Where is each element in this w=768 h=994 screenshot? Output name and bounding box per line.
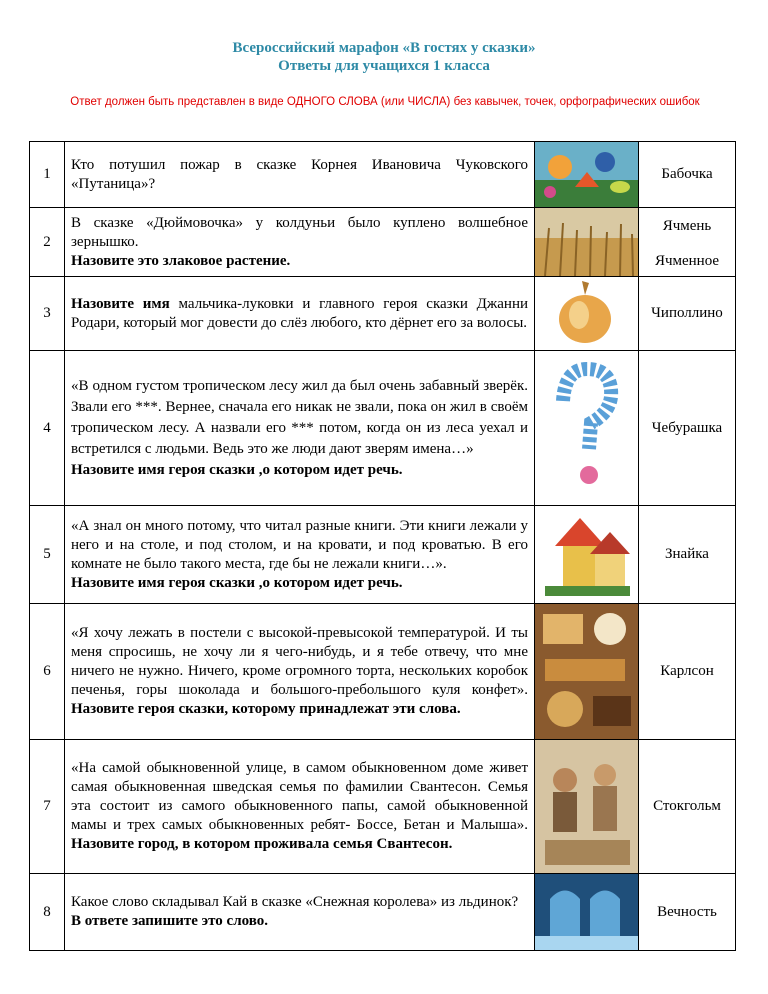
question-text xyxy=(65,874,535,951)
question-body: Кто потушил пожар в сказке Корнея Ивановича Чуковского «Путаница»? xyxy=(71,156,528,192)
questions-table xyxy=(29,141,736,951)
page-subtitle: Ответы для учащихся 1 класса xyxy=(278,58,490,74)
table-row xyxy=(30,604,736,740)
family-illustration-image xyxy=(535,740,639,874)
question-body: В сказке «Дюймовочка» у колдуньи было куплено волшебное зернышко. xyxy=(71,214,528,250)
answer-cell xyxy=(639,142,736,208)
row-number: 1 xyxy=(30,142,65,208)
table-row xyxy=(30,874,736,951)
question-text xyxy=(65,740,535,874)
question-task: Назовите город, в котором проживала семья Свантесон. xyxy=(71,836,453,852)
answer-text: Чебурашка xyxy=(651,419,723,436)
butterfly-fire-image xyxy=(535,142,639,208)
question-task: Назовите имя героя сказки ,о котором идет речь. xyxy=(71,461,403,478)
barley-field-image xyxy=(535,208,639,277)
question-text xyxy=(65,142,535,208)
row-number: 5 xyxy=(30,506,65,604)
question-task: Назовите это злаковое растение. xyxy=(71,252,291,269)
question-body: Какое слово складывал Кай в сказке «Снежная королева» из льдинок? xyxy=(71,894,519,910)
question-text xyxy=(65,604,535,740)
answer-text: Стокгольм xyxy=(653,798,721,814)
row-number: 8 xyxy=(30,874,65,951)
table-row xyxy=(30,277,736,351)
answer-cell xyxy=(639,506,736,604)
question-body: «А знал он много потому, что читал разные книги. Эти книги лежали у него и на столе, и под столом, и на кровати, и под кроватью. В его комнате не было такого места, где бы не лежали книги…». xyxy=(71,517,528,572)
question-body: мальчика-луковки и главного героя сказки Джанни Родари, который мог довести до слёз любого, кто дёрнет его за волосы. xyxy=(71,295,529,331)
table-row xyxy=(30,506,736,604)
answer-cell xyxy=(639,604,736,740)
instruction-note: Ответ должен быть представлен в виде ОДНОГО СЛОВА (или ЧИСЛА) без кавычек, точек, орфографических ошибок xyxy=(70,96,700,108)
question-text xyxy=(65,208,535,277)
table-row xyxy=(30,351,736,506)
sweets-image xyxy=(535,604,639,740)
question-body: «В одном густом тропическом лесу жил да был очень забавный зверёк. Звали его ***. Вернее, сначала его никак не звали, пока он жил в своём тропическом лесу. А назвали его *** потом, когда он из леса уехал и встретился с людьми. Ведь это же люди дают зверям имена…» xyxy=(71,377,528,457)
table-row xyxy=(30,740,736,874)
answer-text: Ячмень xyxy=(662,218,712,234)
question-task: Назовите героя сказки, которому принадлежат эти слова. xyxy=(71,701,461,717)
row-number: 4 xyxy=(30,351,65,506)
row-number: 6 xyxy=(30,604,65,740)
page-title: Всероссийский марафон «В гостях у сказки» xyxy=(232,40,536,56)
answer-text: Знайка xyxy=(665,546,709,562)
question-body: «Я хочу лежать в постели с высокой-превысокой температурой. И ты меня спросишь, не хочу ли я чего-нибудь, и я тебе отвечу, что мне ничего не нужно. Ничего, кроме огромного торта, нескольких коробок печенья, горы шоколада и большого-пребольшого куля конфет». xyxy=(71,625,528,698)
fairy-town-image xyxy=(535,506,639,604)
question-text xyxy=(65,506,535,604)
answer-cell xyxy=(639,874,736,951)
question-text xyxy=(65,277,535,351)
answer-text: Чиполлино xyxy=(651,305,723,321)
question-task: Назовите имя героя сказки ,о котором идет речь. xyxy=(71,574,403,591)
answer-cell xyxy=(639,740,736,874)
question-task: Назовите имя xyxy=(71,295,170,312)
row-number: 3 xyxy=(30,277,65,351)
question-body: «На самой обыкновенной улице, в самом обыкновенном доме живет самая обыкновенная шведская семья по фамилии Свантесон. Семья эта состоит из самого обыкновенного папы, самой обыкновенной мамы и трех самых обыкновенных ребят- Боссе, Бетан и Малыша». xyxy=(71,760,528,833)
question-text xyxy=(65,351,535,506)
answer-cell xyxy=(639,208,736,277)
row-number: 7 xyxy=(30,740,65,874)
answer-text: Бабочка xyxy=(661,166,713,182)
ice-palace-image xyxy=(535,874,639,951)
answer-text: Вечность xyxy=(657,903,717,920)
answer-alt-text: Ячменное xyxy=(654,253,720,269)
table-row xyxy=(30,208,736,277)
question-mark-image xyxy=(535,351,639,506)
row-number: 2 xyxy=(30,208,65,277)
answer-text: Карлсон xyxy=(660,663,714,679)
answer-cell xyxy=(639,351,736,506)
answer-cell xyxy=(639,277,736,351)
question-task: В ответе запишите это слово. xyxy=(71,913,269,929)
onion-image xyxy=(535,277,639,351)
table-row xyxy=(30,142,736,208)
